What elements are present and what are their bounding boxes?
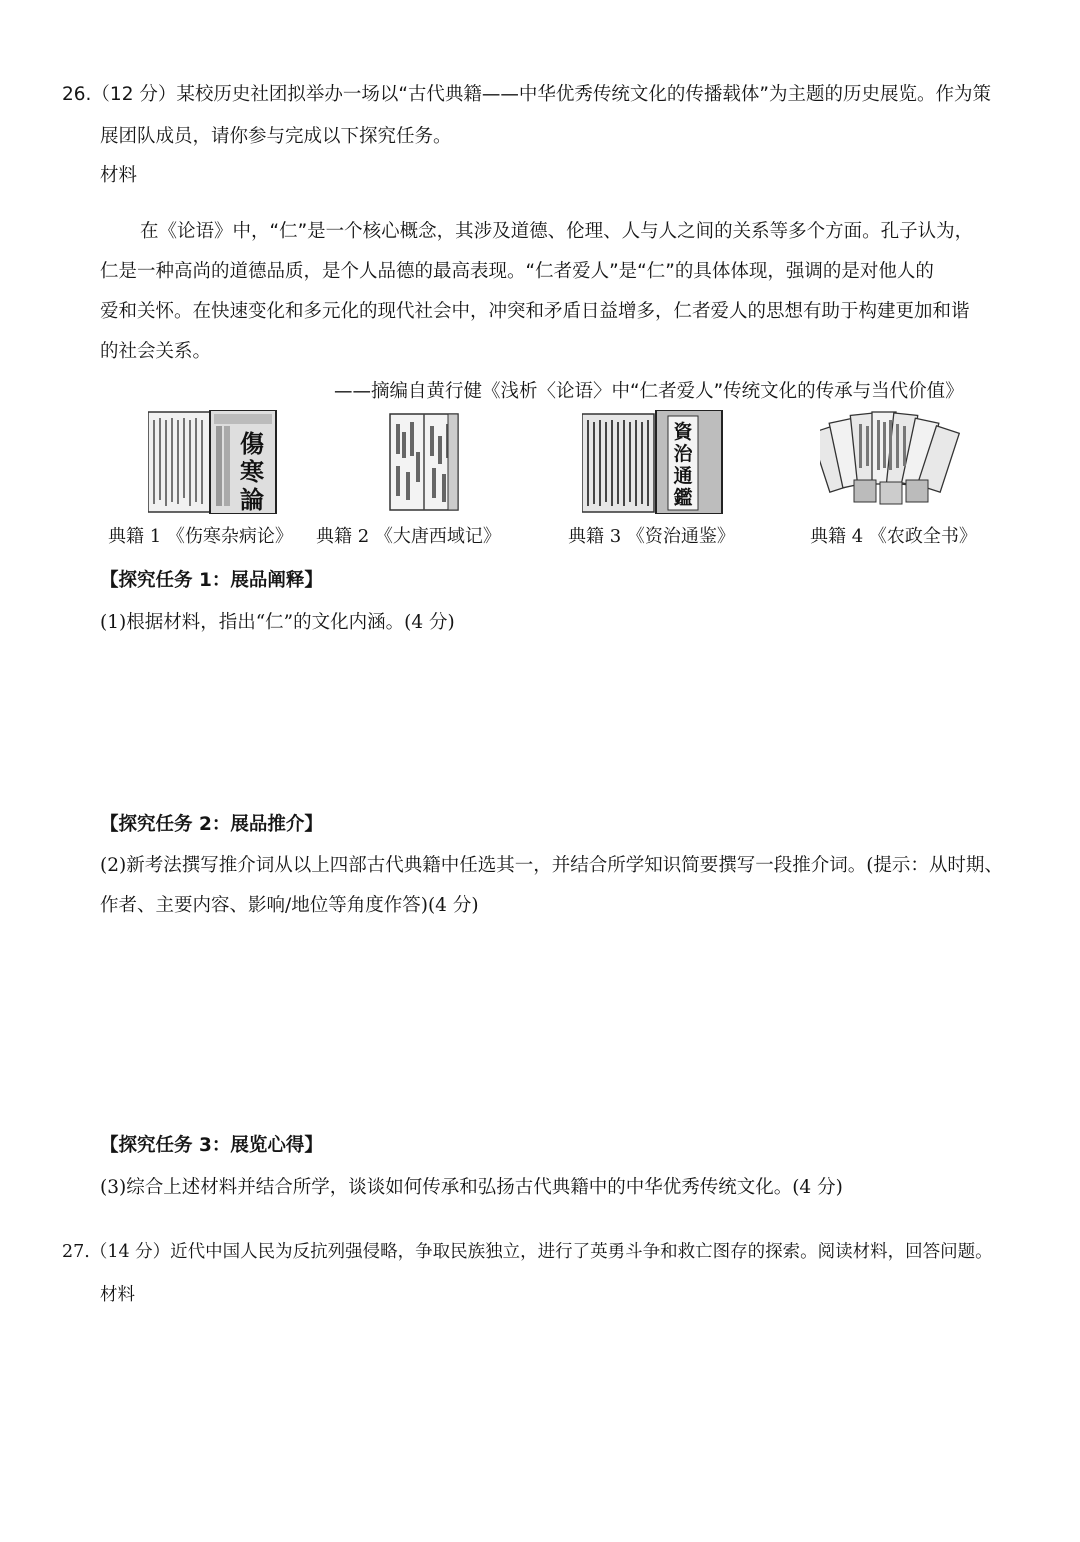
q26-material-line-2: 仁是一种高尚的道德品质，是个人品德的最高表现。“仁者爱人”是“仁”的具体体现，强调的是对他人的 — [100, 261, 934, 282]
book-3-cover-char-1: 治 — [673, 443, 693, 465]
book-3-caption: 典籍 3 《资治通鉴》 — [568, 526, 735, 547]
task3-question: (3)综合上述材料并结合所学，谈谈如何传承和弘扬古代典籍中的中华优秀传统文化。(4 分) — [100, 1177, 843, 1198]
book-2-caption: 典籍 2 《大唐西域记》 — [316, 526, 501, 547]
q27-intro: 27.（14 分）近代中国人民为反抗列强侵略，争取民族独立，进行了英勇斗争和救亡图存的探索。阅读材料，回答问题。 — [62, 1242, 993, 1262]
book-4-image — [820, 410, 960, 508]
q26-intro-line-2: 展团队成员，请你参与完成以下探究任务。 — [100, 126, 452, 147]
book-3-cover-char-2: 通 — [673, 465, 693, 487]
book-1-cover-char-0: 傷 — [240, 429, 264, 458]
q26-material-line-3: 爱和关怀。在快速变化和多元化的现代社会中，冲突和矛盾日益增多，仁者爱人的思想有助于构建更加和谐 — [100, 301, 970, 322]
book-1-caption: 典籍 1 《伤寒杂病论》 — [108, 526, 293, 547]
q26-intro-line-1: 26.（12 分）某校历史社团拟举办一场以“古代典籍——中华优秀传统文化的传播载体”为主题的历史展览。作为策 — [62, 84, 992, 105]
task1-question: (1)根据材料，指出“仁”的文化内涵。(4 分) — [100, 612, 455, 633]
book-1-image — [148, 410, 278, 514]
book-3-cover-char-3: 鑑 — [673, 487, 693, 509]
book-2-image — [388, 412, 460, 512]
task1-heading: 【探究任务 1：展品阐释】 — [100, 570, 323, 591]
q26-material-line-4: 的社会关系。 — [100, 341, 212, 362]
task3-heading: 【探究任务 3：展览心得】 — [100, 1135, 323, 1156]
q27-material-label: 材料 — [100, 1285, 135, 1305]
task2-question-line-1: (2)新考法撰写推介词从以上四部古代典籍中任选其一，并结合所学知识简要撰写一段推介词。(提示：从时期、 — [100, 855, 1003, 876]
book-3-cover-char-0: 資 — [673, 421, 693, 443]
book-1-cover-char-1: 寒 — [240, 457, 264, 486]
q26-material-label: 材料 — [100, 165, 138, 186]
q26-material-line-1: 在《论语》中，“仁”是一个核心概念，其涉及道德、伦理、人与人之间的关系等多个方面。孔子认为， — [140, 221, 974, 242]
book-1-cover-char-2: 論 — [240, 485, 264, 514]
task2-heading: 【探究任务 2：展品推介】 — [100, 814, 323, 835]
task2-question-line-2: 作者、主要内容、影响/地位等角度作答)(4 分) — [100, 895, 479, 916]
q26-material-source: ——摘编自黄行健《浅析〈论语〉中“仁者爱人”传统文化的传承与当代价值》 — [334, 381, 964, 402]
book-4-caption: 典籍 4 《农政全书》 — [810, 526, 977, 547]
book-3-image — [582, 410, 724, 514]
